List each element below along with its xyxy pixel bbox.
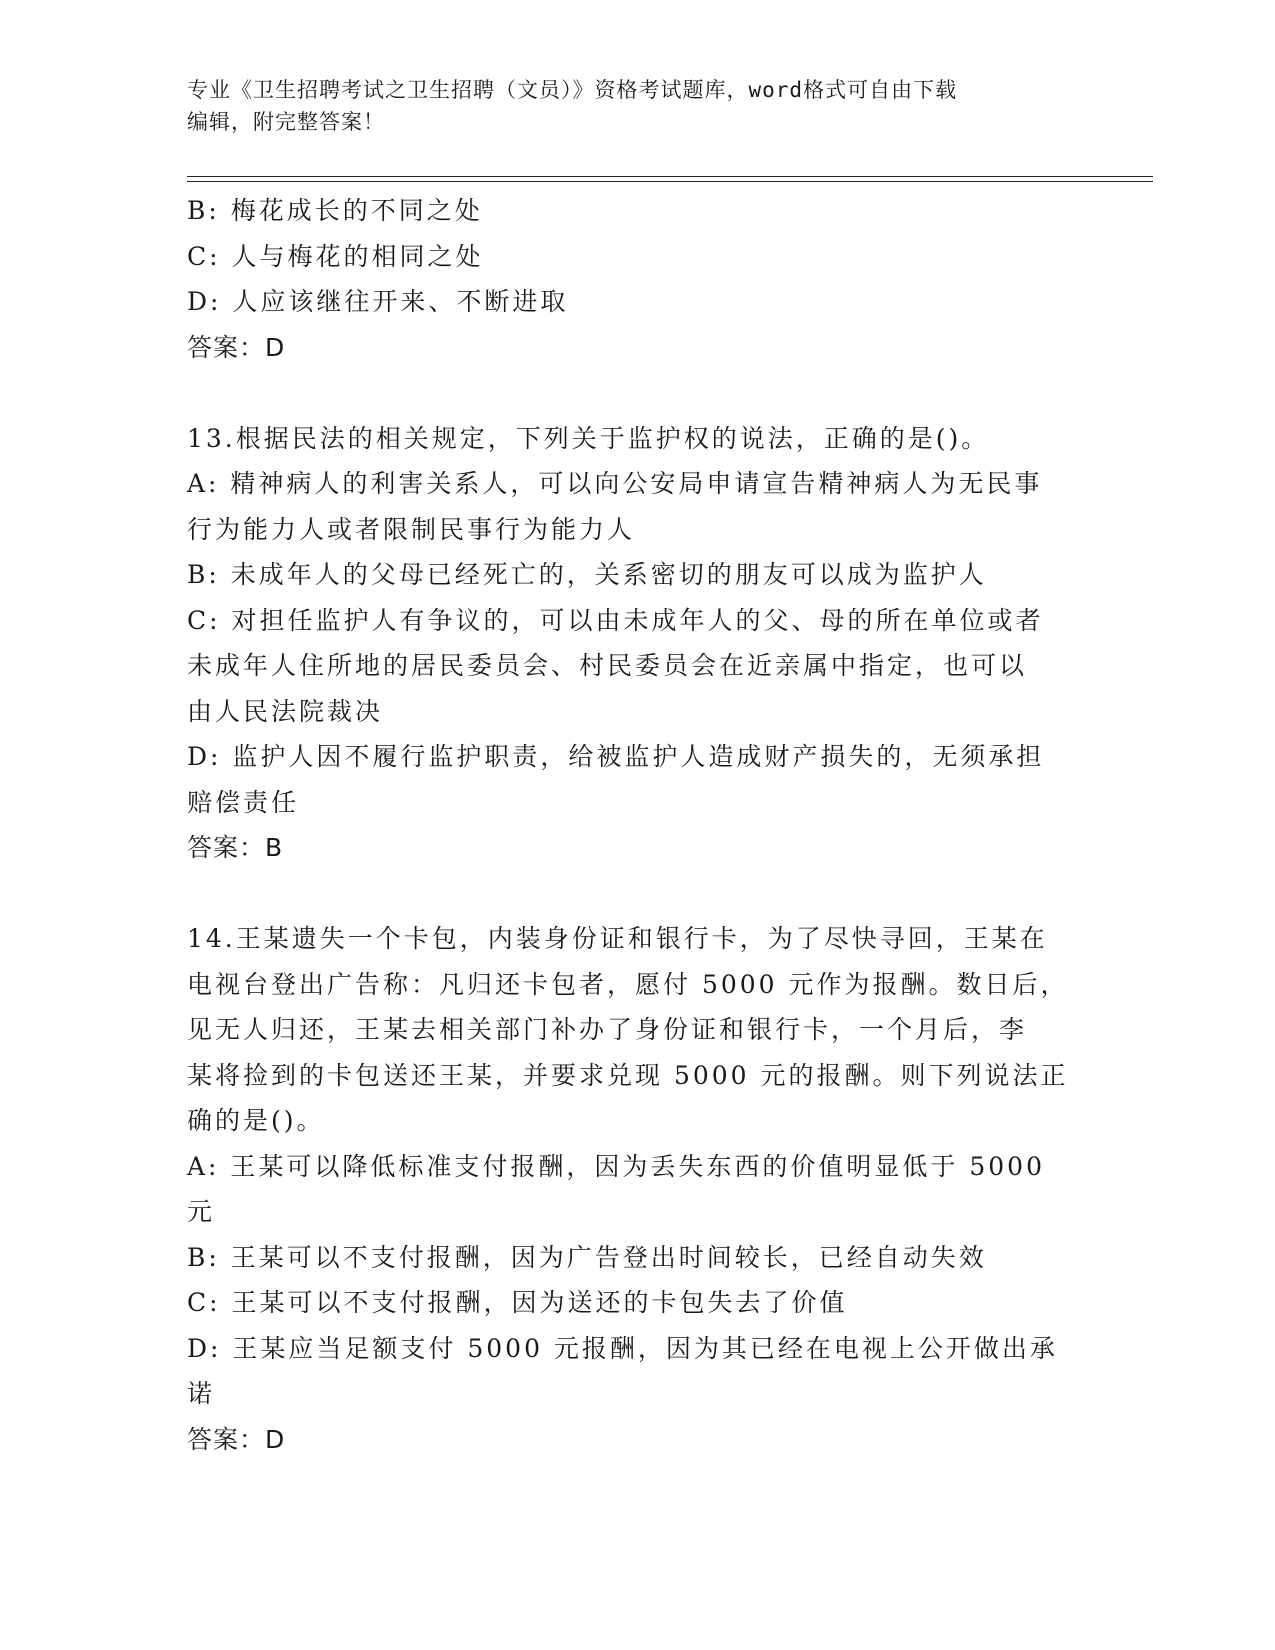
- answer-line: 答案：D: [187, 1424, 286, 1454]
- option-c: C: 人与梅花的相同之处: [187, 241, 484, 271]
- option-b: B: 未成年人的父母已经死亡的，关系密切的朋友可以成为监护人: [187, 560, 987, 589]
- question-stem-continued: 见无人归还，王某去相关部门补办了身份证和银行卡，一个月后，李: [187, 1015, 1028, 1044]
- option-a-continued: 行为能力人或者限制民事行为能力人: [187, 514, 636, 544]
- option-d-continued: 诺: [187, 1379, 216, 1408]
- option-d: D: 监护人因不履行监护职责，给被监护人造成财产损失的，无须承担: [187, 742, 1045, 771]
- option-a: A: 精神病人的利害关系人，可以向公安局申请宣告精神病人为无民事: [187, 469, 1043, 498]
- question-14-block: [187, 916, 1077, 1462]
- option-d: D: 人应该继往开来、不断进取: [187, 287, 569, 316]
- header-line-1: 专业《卫生招聘考试之卫生招聘（文员）》资格考试题库，word格式可自由下载: [187, 78, 958, 102]
- option-c: C: 王某可以不支付报酬，因为送还的卡包失去了价值: [187, 1288, 848, 1317]
- spacer: [187, 370, 1077, 416]
- question-stem: 14.王某遗失一个卡包，内装身份证和银行卡，为了尽快寻回，王某在: [187, 924, 1048, 953]
- option-c-continued: 由人民法院裁决: [187, 696, 384, 726]
- option-c-continued: 未成年人住所地的居民委员会、村民委员会在近亲属中指定，也可以: [187, 651, 1028, 680]
- question-13-block: [187, 416, 1077, 871]
- option-d: D: 王某应当足额支付 5000 元报酬，因为其已经在电视上公开做出承: [187, 1333, 1058, 1363]
- option-a-continued: 元: [187, 1197, 216, 1226]
- document-header: [187, 74, 1067, 138]
- spacer: [187, 871, 1077, 917]
- previous-question-block: [187, 188, 1077, 370]
- question-content: [187, 188, 1077, 1462]
- question-stem-continued: 电视台登出广告称：凡归还卡包者，愿付 5000 元作为报酬。数日后，: [187, 969, 1069, 999]
- header-divider-top: [187, 176, 1153, 177]
- option-a: A: 王某可以降低标准支付报酬，因为丢失东西的价值明显低于 5000: [187, 1151, 1045, 1181]
- question-stem-continued: 某将捡到的卡包送还王某，并要求兑现 5000 元的报酬。则下列说法正: [187, 1060, 1069, 1090]
- header-divider-bottom: [187, 181, 1153, 182]
- question-stem-continued: 确的是()。: [187, 1106, 325, 1135]
- option-d-continued: 赔偿责任: [187, 787, 300, 817]
- header-line-2: 编辑，附完整答案！: [187, 110, 385, 134]
- option-b: B: 梅花成长的不同之处: [187, 196, 483, 225]
- option-c: C: 对担任监护人有争议的，可以由未成年人的父、母的所在单位或者: [187, 605, 1044, 635]
- answer-line: 答案：D: [187, 332, 286, 362]
- option-b: B: 王某可以不支付报酬，因为广告登出时间较长，已经自动失效: [187, 1242, 987, 1272]
- answer-line: 答案：B: [187, 833, 284, 862]
- question-stem: 13.根据民法的相关规定，下列关于监护权的说法，正确的是()。: [187, 423, 990, 453]
